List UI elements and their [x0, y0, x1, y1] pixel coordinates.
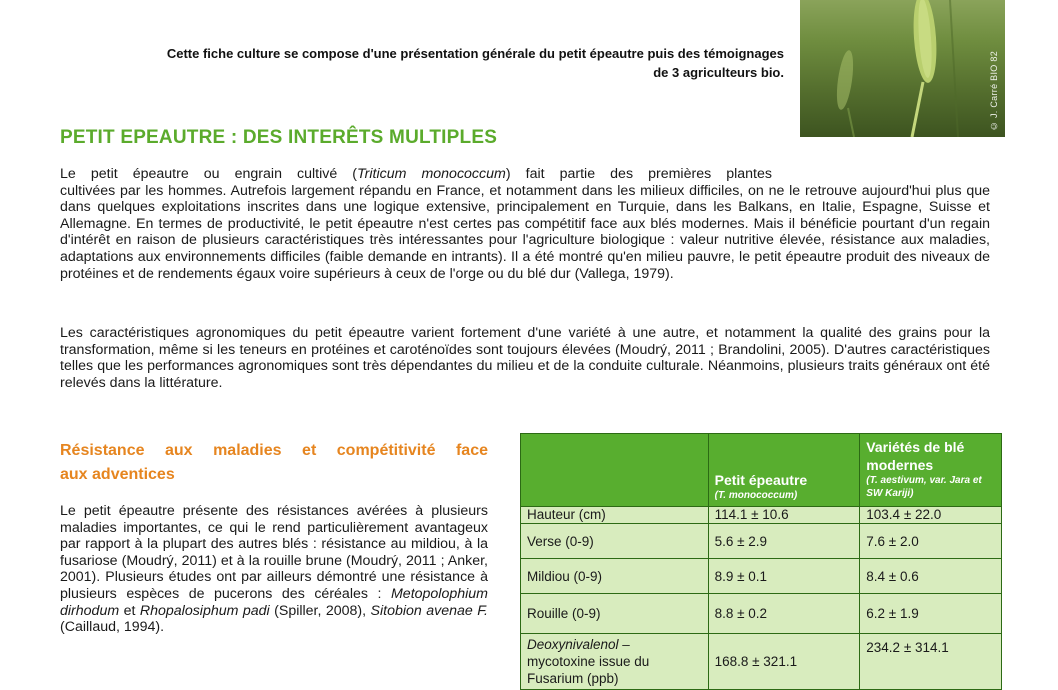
cell-value: 8.8 ± 0.2: [708, 594, 860, 634]
section-title: PETIT EPEAUTRE : DES INTERÊTS MULTIPLES: [60, 127, 498, 148]
text: (Caillaud, 1994).: [60, 619, 165, 636]
text: Le petit épeautre ou engrain cultivé (: [60, 166, 358, 182]
wheat-photo: [800, 0, 1005, 137]
text: ) fait partie des premières plantes: [505, 166, 772, 182]
photo-credit: © J. Carré BIO 82: [989, 50, 999, 131]
paragraph-1-first-line: [60, 166, 772, 183]
table-row: [521, 594, 1002, 634]
table-header-ble-moderne: [860, 434, 1002, 507]
text: (Spiller, 2008),: [269, 602, 371, 619]
paragraph-1-body: cultivées par les hommes. Autrefois largement répandu en France, et notamment dans les milieux difficiles, on ne le retrouve aujourd'hui plus que dans quelques exploitations inscrites dans une logique extensive, principalement en Turquie, dans les Balkans, en Italie, Espagne, Suisse et Allemagne. En termes de productivité, le petit épeautre n'est certes pas compétitif face aux blés modernes. Mais il bénéficie pourtant d'un regain d'intérêt en raison de plusieurs caractéristiques très intéressantes pour l'agriculture biologique : valeur nutritive élevée, résistance aux maladies, adaptations aux environnements difficiles (faible demande en intrants). Il a été montré qu'en milieu pauvre, le petit épeautre produit des niveaux de protéines et de rendements égaux voire supérieurs à ceux de l'orge ou du blé dur (Vallega, 1979).: [60, 182, 990, 282]
subsection-title-line-2: aux adventices: [60, 466, 175, 483]
row-label: [521, 634, 709, 690]
header-subtitle: (T. monococcum): [714, 490, 798, 501]
table-row: [521, 634, 1002, 690]
header-title: Variétés de blé modernes: [866, 439, 965, 473]
paragraph-1: [60, 166, 990, 282]
cell-value: 103.4 ± 22.0: [860, 507, 1002, 524]
row-label-italic: Deoxynivalenol –: [527, 637, 630, 652]
species-name: Sitobion avenae F.: [370, 602, 488, 619]
cell-value: 114.1 ± 10.6: [708, 507, 860, 524]
header-subtitle: (T. aestivum, var. Jara et SW Kariji): [866, 475, 982, 499]
cell-value: 234.2 ± 314.1: [860, 634, 1002, 690]
species-name: Rhopalosiphum padi: [139, 602, 270, 619]
subsection-title: [60, 439, 488, 487]
comparison-table: [520, 433, 1002, 690]
table-row: [521, 559, 1002, 594]
table-row: [521, 507, 1002, 524]
cell-value: 8.9 ± 0.1: [708, 559, 860, 594]
row-label: Verse (0-9): [521, 524, 709, 559]
paragraph-2: Les caractéristiques agronomiques du petit épeautre varient fortement d'une variété à une autre, et notamment la qualité des grains pour la transformation, même si les teneurs en protéines et caroténoïdes sont toujours élevées (Moudrý, 2011 ; Brandolini, 2005). D'autres caractéristiques telles que les performances agronomiques sont très dépendantes du milieu et de la conduite culturale. Néanmoins, plusieurs traits généraux ont été relevés dans la littérature.: [60, 325, 990, 391]
text: et: [119, 602, 140, 619]
wheat-ear-illustration: [800, 0, 1005, 137]
intro-text: Cette fiche culture se compose d'une présentation générale du petit épeautre puis des témoignages de 3 agriculteurs bio.: [166, 46, 784, 80]
table-row: [521, 524, 1002, 559]
cell-value: 7.6 ± 2.0: [860, 524, 1002, 559]
subsection-title-line-1: Résistance aux maladies et compétitivité face: [60, 442, 488, 459]
table-header-empty: [521, 434, 709, 507]
header-title: Petit épeautre: [714, 472, 808, 488]
row-label-rest: mycotoxine issue du Fusarium (ppb): [527, 654, 650, 686]
latin-name: Triticum monococcum: [357, 166, 506, 182]
row-label: Hauteur (cm): [521, 507, 709, 524]
table-header-petit-epeautre: [708, 434, 860, 507]
cell-value: 8.4 ± 0.6: [860, 559, 1002, 594]
text: Le petit épeautre présente des résistances avérées à plusieurs maladies importantes, ce qui le rend particulièrement avantageux par rapport à la plupart des autres blés : résistance au mildiou, à la fusariose (Moudrý, 2011) et à la rouille brune (Moudrý, 2011 ; Anker, 2001). Plusieurs études ont par ailleurs démontré une résistance à plusieurs espèces de pucerons des céréales :: [60, 503, 488, 602]
cell-value: 6.2 ± 1.9: [860, 594, 1002, 634]
row-label: Mildiou (0-9): [521, 559, 709, 594]
cell-value: 168.8 ± 321.1: [708, 634, 860, 690]
cell-value: 5.6 ± 2.9: [708, 524, 860, 559]
species-name: Metopolophium dirhodum: [60, 585, 488, 619]
paragraph-3: [60, 503, 488, 636]
row-label: Rouille (0-9): [521, 594, 709, 634]
